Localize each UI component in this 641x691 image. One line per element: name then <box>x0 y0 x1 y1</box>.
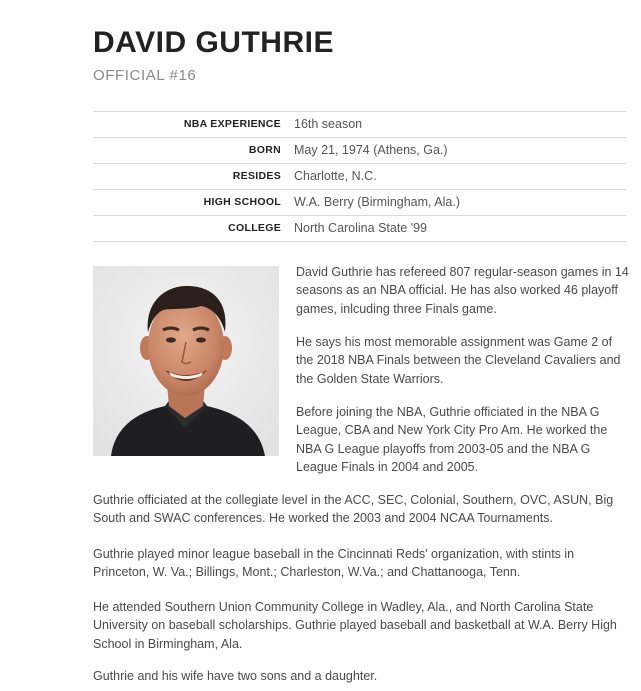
fact-row-high-school <box>93 190 626 216</box>
fact-value: Charlotte, N.C. <box>294 169 377 183</box>
facts-table <box>93 111 626 242</box>
bio-paragraph: David Guthrie has refereed 807 regular-season games in 14 seasons as an NBA official. He has also worked 46 playoff games, inlcuding three Finals game. <box>296 265 629 316</box>
fact-row-nba-experience <box>93 112 626 138</box>
bio-paragraph: Guthrie and his wife have two sons and a daughter. <box>93 669 378 683</box>
fact-label: BORN <box>248 144 281 156</box>
fact-row-born <box>93 138 626 164</box>
bio-paragraph: Guthrie officiated at the collegiate level in the ACC, SEC, Colonial, Southern, OVC, ASUN, Big South and SWAC conferences. He worked the 2003 and 2004 NCAA Tournaments. <box>93 493 614 526</box>
bio-paragraph: He attended Southern Union Community College in Wadley, Ala., and North Carolina State University on baseball scholarships. Guthrie played baseball and basketball at W.A. Berry High School in Birmingham, Ala. <box>93 600 617 651</box>
fact-value: May 21, 1974 (Athens, Ga.) <box>294 143 448 157</box>
official-photo <box>93 266 279 456</box>
fact-label: RESIDES <box>232 170 281 182</box>
official-number: OFFICIAL #16 <box>93 67 197 84</box>
bio-paragraph: Guthrie played minor league baseball in the Cincinnati Reds' organization, with stints in Princeton, W. Va.; Billings, Mont.; Charleston, W.Va.; and Chattanooga, Tenn. <box>93 547 575 580</box>
fact-value: North Carolina State '99 <box>294 221 428 235</box>
official-name: DAVID GUTHRIE <box>93 26 334 59</box>
fact-row-resides <box>93 164 626 190</box>
bio-paragraph: He says his most memorable assignment was Game 2 of the 2018 NBA Finals between the Cleveland Cavaliers and the Golden State Warriors. <box>296 335 621 386</box>
fact-label: HIGH SCHOOL <box>203 196 281 208</box>
fact-value: W.A. Berry (Birmingham, Ala.) <box>294 195 461 209</box>
bio-paragraph: Before joining the NBA, Guthrie officiated in the NBA G League, CBA and New York City Pro Am. He worked the NBA G League playoffs from 2003-05 and the NBA G League Finals in 2004 and 2005. <box>296 405 608 475</box>
fact-label: NBA EXPERIENCE <box>183 118 281 130</box>
fact-row-college <box>93 216 626 242</box>
fact-label: COLLEGE <box>228 222 281 234</box>
fact-value: 16th season <box>294 117 363 131</box>
